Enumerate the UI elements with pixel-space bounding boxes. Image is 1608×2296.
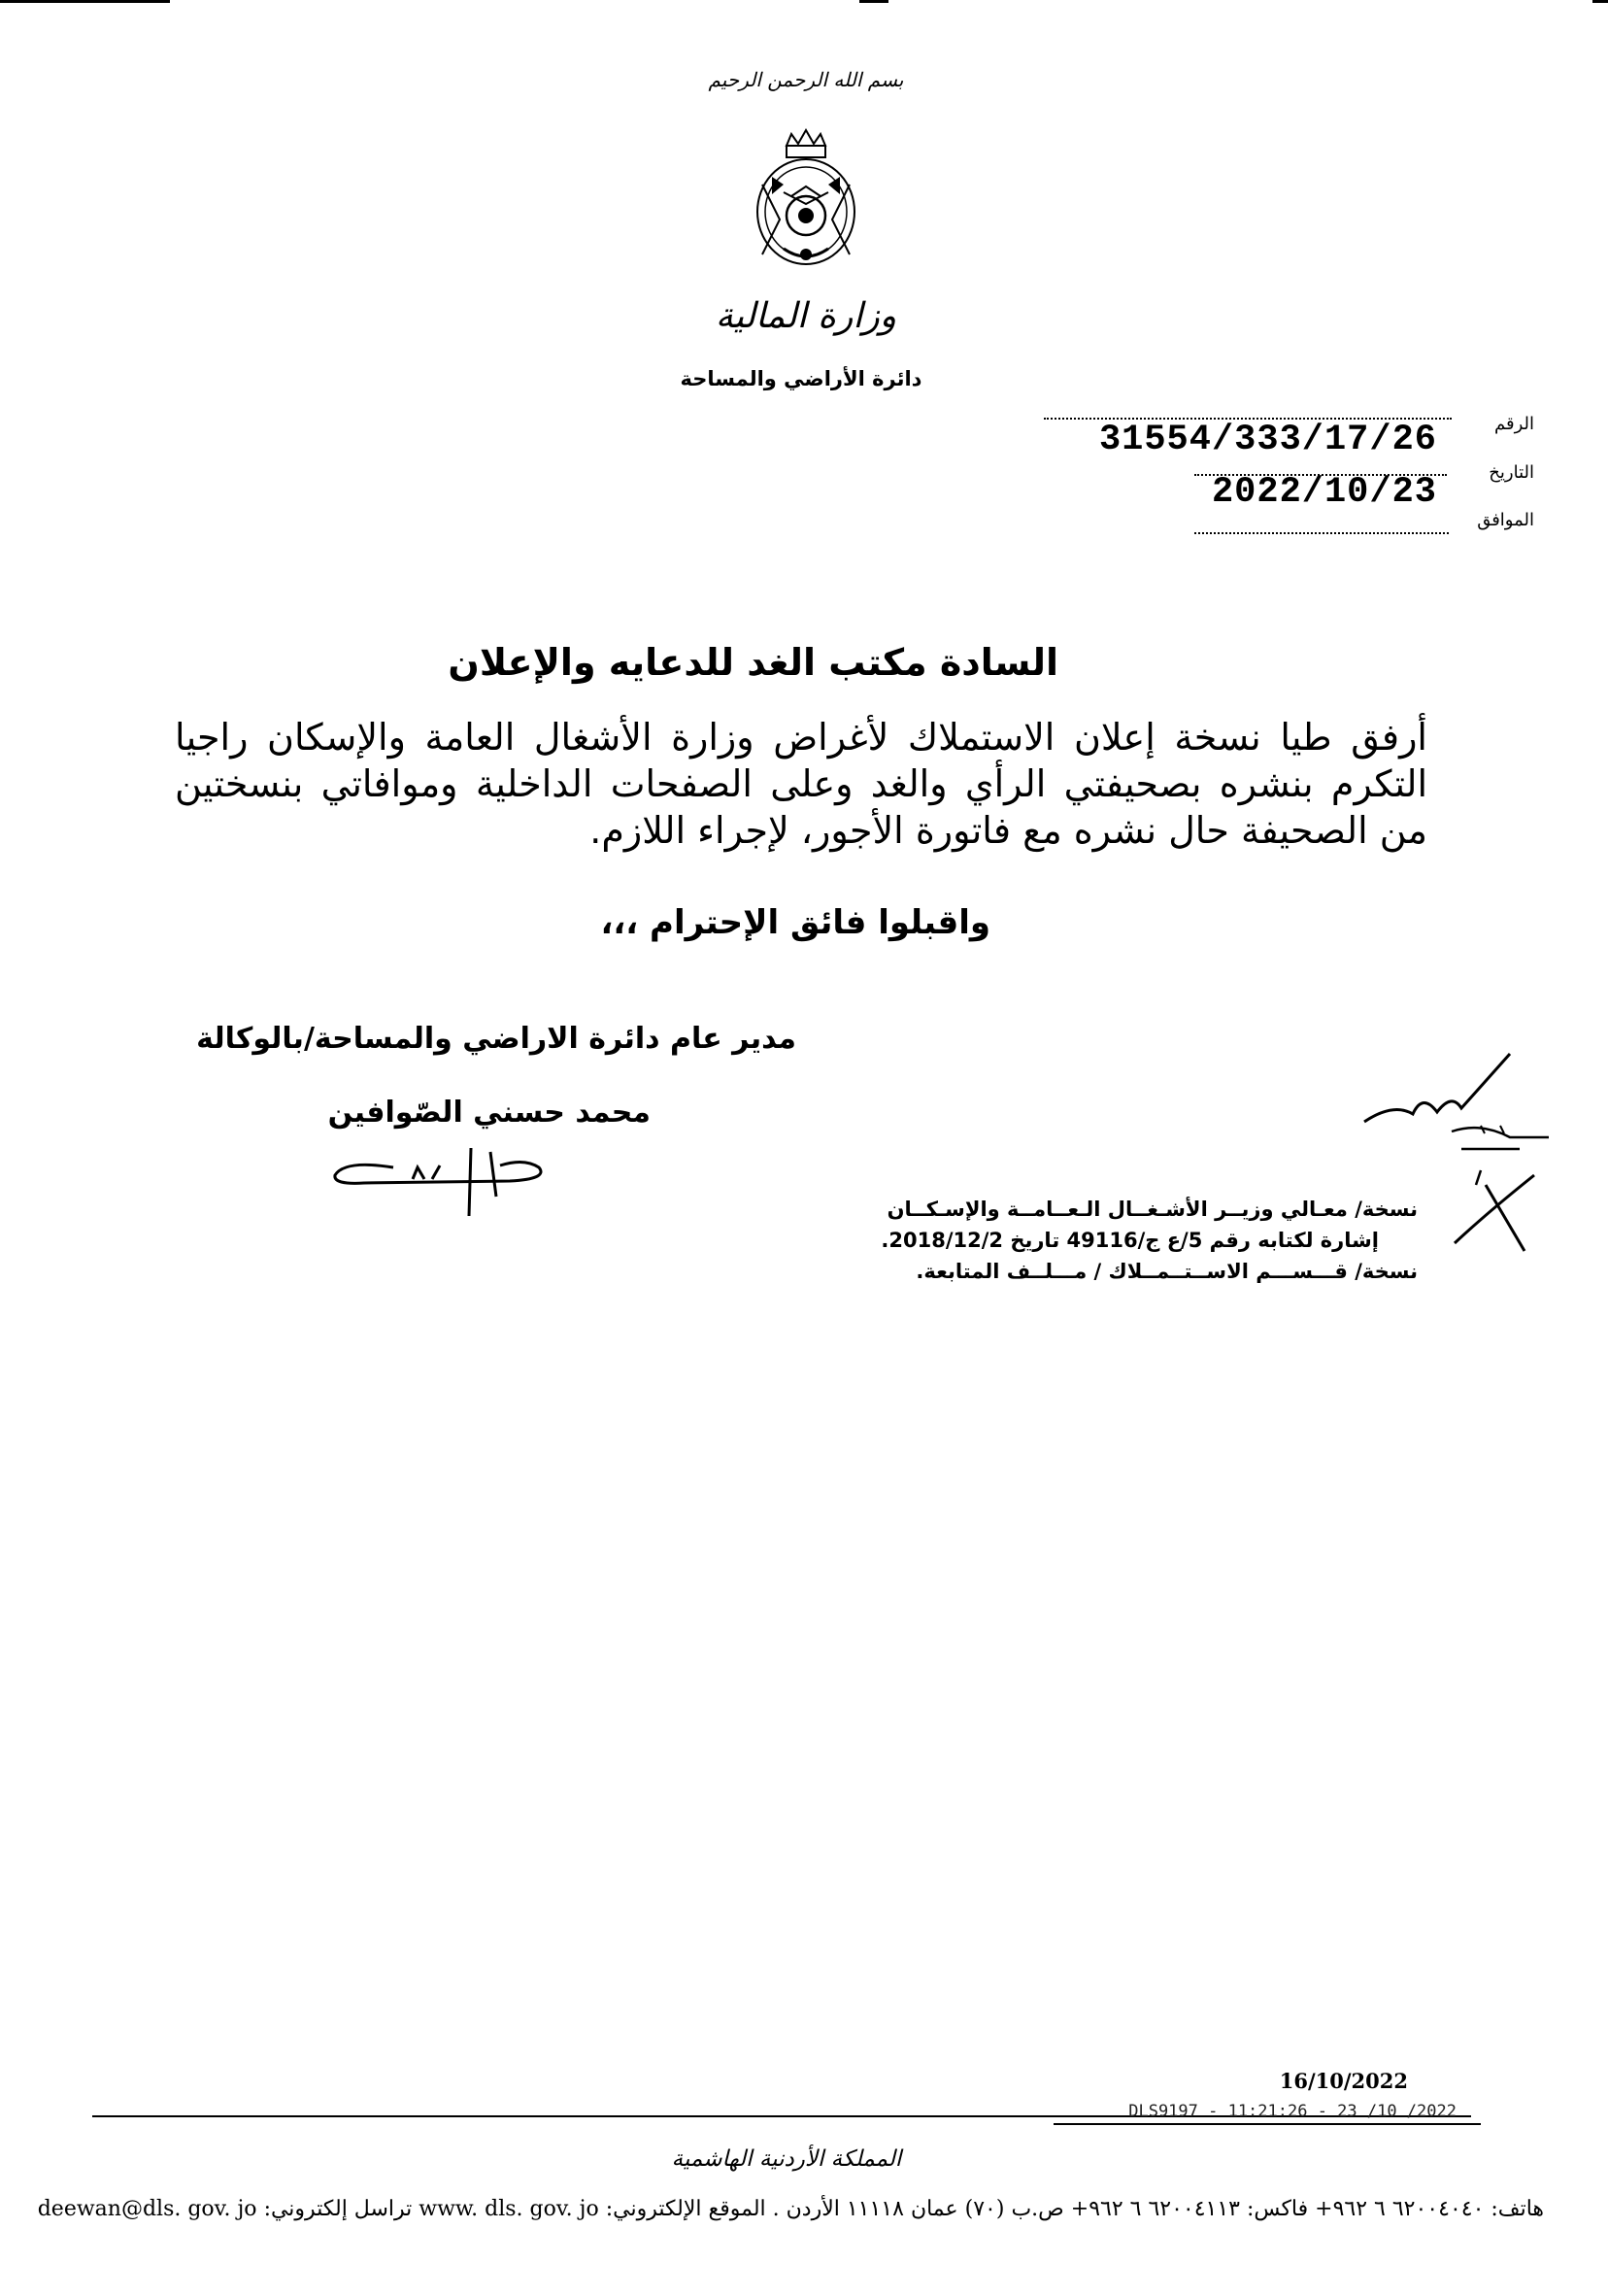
system-stamp: DLS9197 - 11:21:26 - 23 /10 /2022 bbox=[1128, 2102, 1457, 2121]
reference-date-label: التاريخ bbox=[1489, 462, 1534, 483]
reference-number-value: 31554/333/17/26 bbox=[1098, 420, 1437, 460]
system-stamp-underline bbox=[1054, 2123, 1481, 2125]
reference-date-value: 2022/10/23 bbox=[1211, 472, 1437, 513]
ministry-name: وزارة المالية bbox=[715, 296, 897, 336]
coat-of-arms-emblem bbox=[733, 126, 879, 272]
handwritten-check-mark bbox=[1447, 1165, 1544, 1263]
department-name: دائرة الأراضي والمساحة bbox=[680, 367, 922, 390]
scan-top-edge bbox=[0, 0, 1608, 4]
footer-contact-prefix: هاتف: ٦٢٠٠٤٠٤٠ ٦ ٩٦٢+ فاكس: ٦٢٠٠٤١١٣ ٦ ٩٦٢+ ص.ب (٧٠) عمان ١١١١٨ الأردن . الموقع الإلكتروني: bbox=[605, 2197, 1544, 2221]
copy-line-reference: إشارة لكتابه رقم 5/ع ج/49116 تاريخ 2018/12/2. bbox=[881, 1229, 1379, 1252]
footer-website-link[interactable]: www. dls. gov. jo bbox=[419, 2197, 599, 2221]
reference-corresponding-dotline bbox=[1194, 532, 1449, 534]
footer-contact-line bbox=[37, 2197, 1544, 2221]
handwritten-initials bbox=[1355, 1044, 1568, 1161]
signatory-title: مدير عام دائرة الاراضي والمساحة/بالوكالة bbox=[196, 1022, 796, 1056]
footer-email-label: تراسل إلكتروني: bbox=[263, 2197, 413, 2221]
reference-corresponding-label: الموافق bbox=[1477, 510, 1534, 530]
signatory-name: محمد حسني الصّوافين bbox=[327, 1096, 651, 1130]
copy-line-minister: نسخة/ معـالي وزيــر الأشـغــال الـعــامــة والإسـكــان bbox=[887, 1198, 1418, 1221]
kingdom-name: المملكة الأردنية الهاشمية bbox=[671, 2146, 902, 2172]
closing-line: واقبلوا فائق الإحترام ،،، bbox=[600, 903, 990, 942]
addressee: السادة مكتب الغد للدعايه والإعلان bbox=[448, 641, 1058, 684]
letter-body: أرفق طيا نسخة إعلان الاستملاك لأغراض وزارة الأشغال العامة والإسكان راجيا التكرم بنشره بصحيفتي الرأي والغد وعلى الصفحات الداخلية وموافاتي بنسختين من الصحيفة حال نشره مع فاتورة الأجور، لإجراء اللازم. bbox=[175, 716, 1427, 852]
reference-date-dotline bbox=[1194, 474, 1447, 476]
reference-number-label: الرقم bbox=[1493, 414, 1534, 434]
handwritten-signature bbox=[325, 1138, 558, 1226]
footer-email-link[interactable]: deewan@dls. gov. jo bbox=[37, 2197, 257, 2221]
print-date: 16/10/2022 bbox=[1279, 2069, 1408, 2093]
copy-line-department: نسخة/ قـــســـم الاســتــمــلاك / مـــلــف المتابعة. bbox=[916, 1260, 1418, 1283]
basmala: بسم الله الرحمن الرحيم bbox=[708, 68, 904, 91]
